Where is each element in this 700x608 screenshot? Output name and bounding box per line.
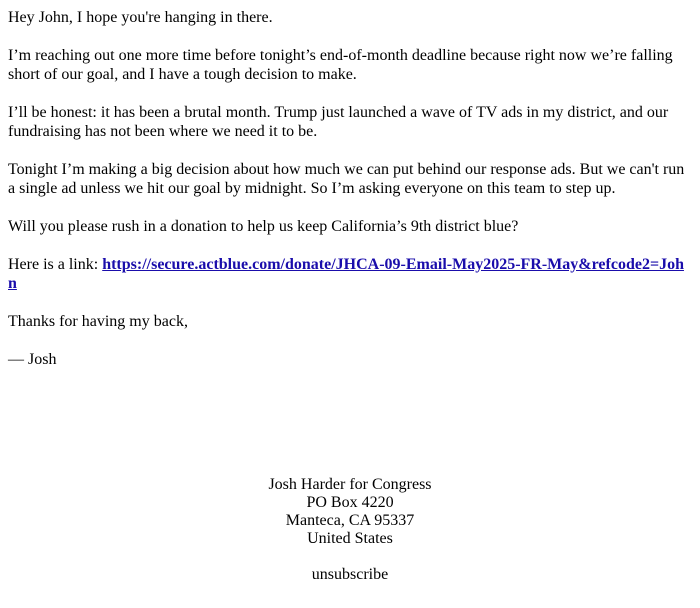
- paragraph-ask: Will you please rush in a donation to help us keep California’s 9th district blue?: [8, 218, 519, 235]
- footer-address-line-1: PO Box 4220: [306, 494, 394, 511]
- link-prefix: Here is a link:: [8, 256, 103, 273]
- footer-country: United States: [307, 530, 393, 547]
- greeting: Hey John, I hope you're hanging in there.: [8, 9, 273, 26]
- signature: — Josh: [8, 351, 57, 368]
- paragraph-deadline: I’m reaching out one more time before tonight’s end-of-month deadline because right now we’re falling short of our goal, and I have a tough decision to make.: [8, 47, 673, 83]
- paragraph-decision: Tonight I’m making a big decision about how much we can put behind our response ads. But we can't run a single ad unless we hit our goal by midnight. So I’m asking everyone on this team to step up.: [8, 161, 685, 197]
- footer-address-line-2: Manteca, CA 95337: [285, 512, 415, 529]
- email-body: [8, 8, 692, 369]
- closing: Thanks for having my back,: [8, 313, 188, 330]
- link-paragraph: [8, 255, 692, 293]
- paragraph-honest: I’ll be honest: it has been a brutal month. Trump just launched a wave of TV ads in my district, and our fundraising has not been where we need it to be.: [8, 104, 669, 140]
- email-footer: [0, 476, 700, 584]
- donate-link[interactable]: https://secure.actblue.com/donate/JHCA-09-Email-May2025-FR-May&refcode2=John: [8, 256, 684, 292]
- unsubscribe-link[interactable]: unsubscribe: [311, 566, 389, 583]
- footer-org: Josh Harder for Congress: [268, 476, 432, 493]
